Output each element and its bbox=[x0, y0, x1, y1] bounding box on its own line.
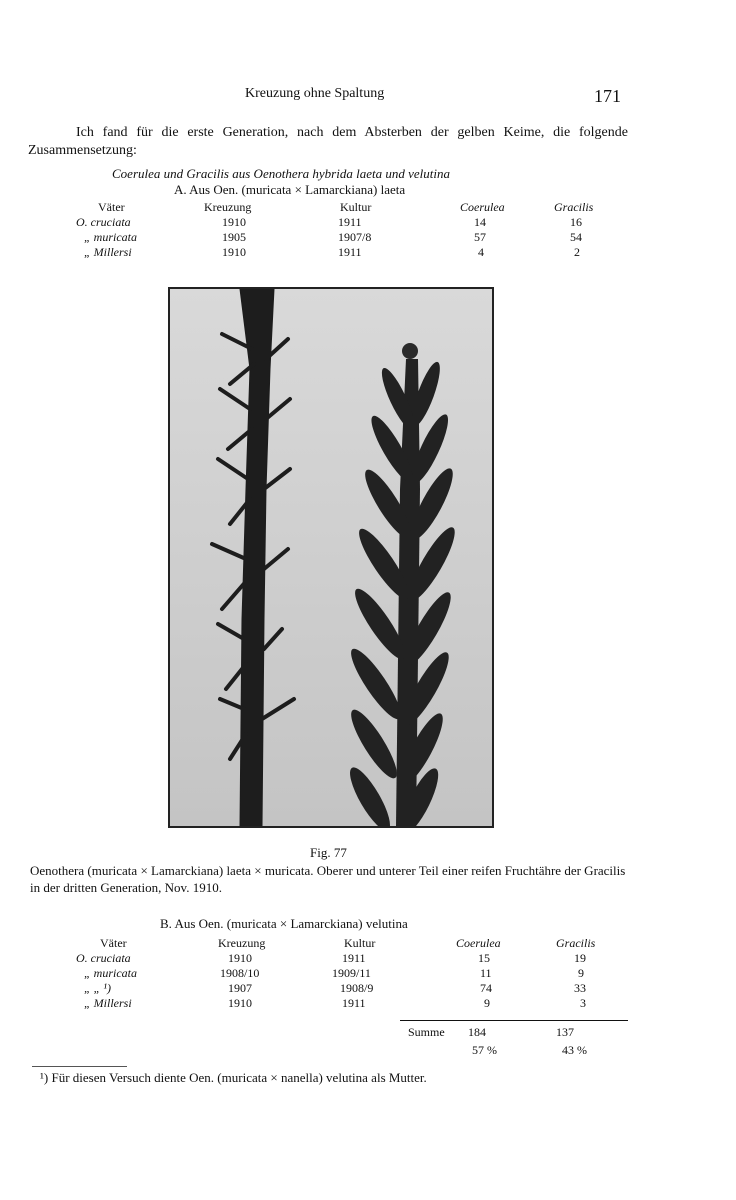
table-row bbox=[68, 996, 628, 1011]
sum-label: Summe bbox=[408, 1025, 445, 1039]
col-header: Kultur bbox=[344, 936, 376, 950]
table-b bbox=[68, 936, 628, 1011]
col-header: Kultur bbox=[340, 200, 372, 214]
figure-caption: Oenothera (muricata × Lamarckiana) laeta × muricata. Oberer und unterer Teil einer reifen Fruchtähre der Gracilis in der dritten Generation, Nov. 1910. bbox=[30, 863, 626, 895]
table-cell: 57 bbox=[474, 230, 486, 244]
table-header-row bbox=[68, 936, 628, 951]
plant-photo-illustration bbox=[170, 289, 492, 826]
table-cell: 4 bbox=[478, 245, 484, 259]
col-header: Gracilis bbox=[554, 200, 594, 214]
intro-paragraph: Ich fand für die erste Generation, nach dem Absterben der gelben Keime, die folgende Zusammensetzung: bbox=[28, 125, 628, 158]
table-cell: „ muricata bbox=[84, 230, 138, 244]
table-cell: 1908/9 bbox=[340, 981, 374, 995]
table-row bbox=[68, 215, 608, 230]
table-cell: 9 bbox=[578, 966, 584, 980]
table-cell: 1911 bbox=[342, 996, 366, 1010]
table-row bbox=[68, 245, 608, 260]
table-cell: 54 bbox=[570, 230, 582, 244]
table-cell: 33 bbox=[574, 981, 586, 995]
table-cell: 1911 bbox=[338, 215, 362, 229]
table-cell: 2 bbox=[574, 245, 580, 259]
figure-photo bbox=[168, 287, 494, 828]
table-cell: 9 bbox=[484, 996, 490, 1010]
col-header: Gracilis bbox=[556, 936, 596, 950]
table-cell: 1907/8 bbox=[338, 230, 372, 244]
table-cell: 1910 bbox=[228, 996, 252, 1010]
table-cell: 1911 bbox=[342, 951, 366, 965]
figure-label: Fig. 77 bbox=[310, 845, 347, 860]
table-a-heading: A. Aus Oen. (muricata × Lamarckiana) laeta bbox=[174, 182, 406, 197]
table-cell: 3 bbox=[580, 996, 586, 1010]
sum-gracilis: 137 bbox=[556, 1025, 574, 1039]
table-row bbox=[68, 981, 628, 996]
page-number: 171 bbox=[594, 86, 621, 106]
table-cell: 11 bbox=[480, 966, 492, 980]
col-header: Coerulea bbox=[456, 936, 501, 950]
table-cell: 1910 bbox=[222, 245, 246, 259]
table-cell: „ Millersi bbox=[84, 245, 132, 259]
table-cell: 1908/10 bbox=[220, 966, 260, 980]
percent-coerulea: 57 % bbox=[472, 1043, 497, 1057]
table-header-row bbox=[68, 200, 608, 215]
col-header: Väter bbox=[100, 936, 127, 950]
table-b-heading: B. Aus Oen. (muricata × Lamarckiana) velutina bbox=[160, 916, 408, 931]
table-row bbox=[68, 951, 628, 966]
table-cell: 1909/11 bbox=[332, 966, 371, 980]
col-header: Coerulea bbox=[460, 200, 505, 214]
table-cell: 15 bbox=[478, 951, 490, 965]
table-cell: 74 bbox=[480, 981, 492, 995]
footnote-rule bbox=[32, 1066, 127, 1067]
col-header: Kreuzung bbox=[204, 200, 252, 214]
table-row bbox=[68, 966, 628, 981]
table-row bbox=[68, 230, 608, 245]
table-cell: 19 bbox=[574, 951, 586, 965]
section-title: Coerulea und Gracilis aus Oenothera hybrida laeta und velutina bbox=[112, 166, 450, 181]
table-cell: „ muricata bbox=[84, 966, 138, 980]
table-cell: 16 bbox=[570, 215, 582, 229]
table-cell: 1911 bbox=[338, 245, 362, 259]
percent-gracilis: 43 % bbox=[562, 1043, 587, 1057]
table-cell: 1910 bbox=[222, 215, 246, 229]
footnote: ¹) Für diesen Versuch diente Oen. (muricata × nanella) velutina als Mutter. bbox=[40, 1070, 427, 1085]
sum-coerulea: 184 bbox=[468, 1025, 486, 1039]
running-header: Kreuzung ohne Spaltung bbox=[245, 86, 385, 101]
table-cell: O. cruciata bbox=[76, 215, 131, 229]
table-cell: 1910 bbox=[228, 951, 252, 965]
table-cell: O. cruciata bbox=[76, 951, 131, 965]
col-header: Kreuzung bbox=[218, 936, 266, 950]
table-cell: 1905 bbox=[222, 230, 246, 244]
sum-rule bbox=[400, 1020, 628, 1021]
table-cell: „ „ ¹) bbox=[84, 981, 111, 995]
table-cell: 1907 bbox=[228, 981, 252, 995]
col-header: Väter bbox=[98, 200, 125, 214]
table-a bbox=[68, 200, 608, 260]
table-cell: 14 bbox=[474, 215, 486, 229]
table-cell: „ Millersi bbox=[84, 996, 132, 1010]
